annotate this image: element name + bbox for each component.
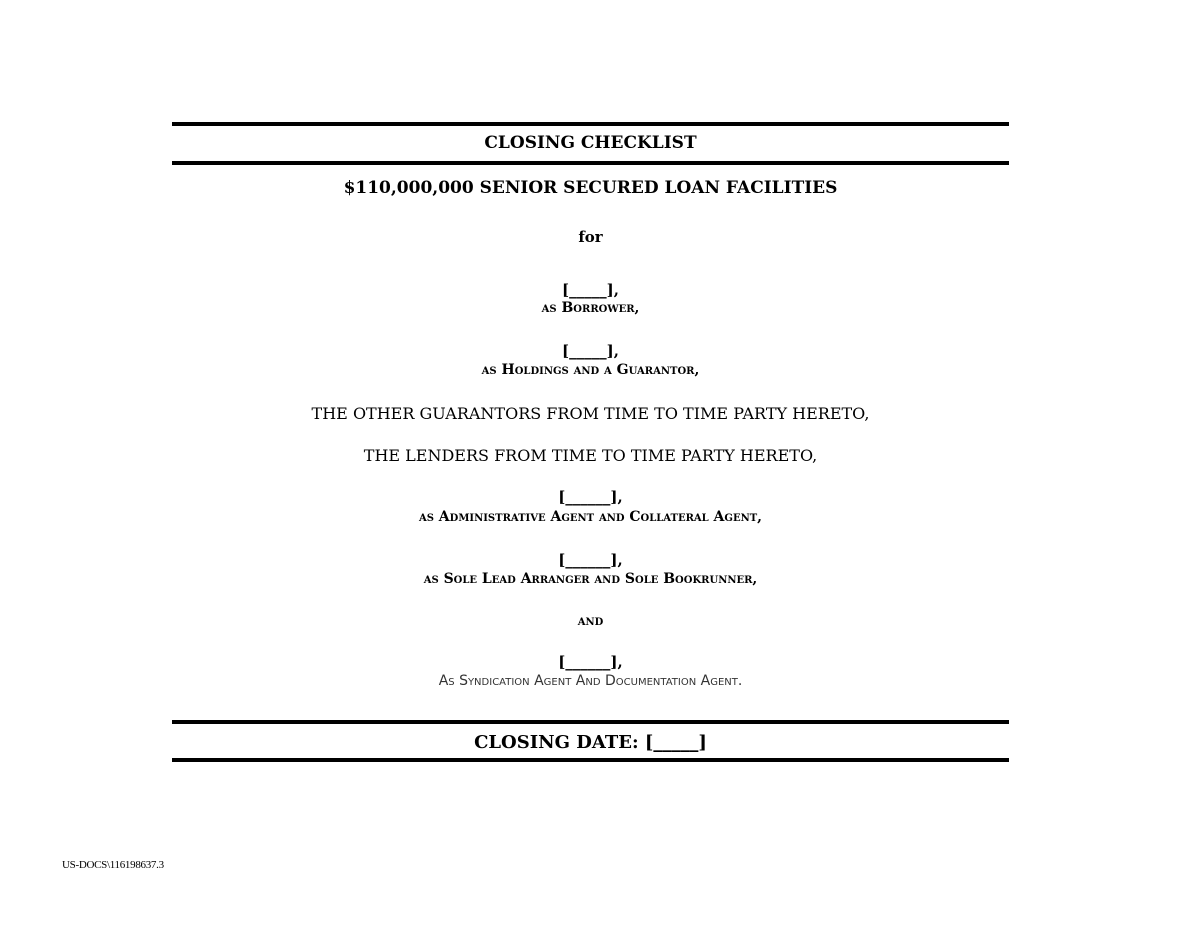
for-label: for bbox=[578, 228, 603, 246]
lead-arranger-blank: [______], bbox=[558, 551, 623, 569]
syndication-blank: [______], bbox=[558, 653, 623, 671]
borrower-role: as Borrower, bbox=[541, 300, 640, 316]
lenders: THE LENDERS FROM TIME TO TIME PARTY HERETO, bbox=[363, 446, 818, 465]
syndication-role: As Syndication Agent And Documentation Agent. bbox=[438, 673, 743, 689]
top-rule bbox=[172, 122, 1009, 126]
closing-date: CLOSING DATE: [_____] bbox=[474, 732, 707, 753]
and-label: and bbox=[577, 613, 604, 629]
other-guarantors: THE OTHER GUARANTORS FROM TIME TO TIME PARTY HERETO, bbox=[311, 404, 870, 423]
document-title: CLOSING CHECKLIST bbox=[484, 133, 697, 153]
closing-bottom-rule bbox=[172, 758, 1009, 762]
title-bottom-rule bbox=[172, 161, 1009, 165]
document-id-footer: US-DOCS\116198637.3 bbox=[62, 859, 164, 871]
holdings-role: as Holdings and a Guarantor, bbox=[481, 362, 700, 378]
holdings-blank: [_____], bbox=[562, 342, 619, 360]
lead-arranger-role: as Sole Lead Arranger and Sole Bookrunner, bbox=[423, 571, 758, 587]
borrower-blank: [_____], bbox=[562, 281, 619, 299]
admin-agent-role: as Administrative Agent and Collateral Agent, bbox=[418, 509, 763, 525]
admin-agent-blank: [______], bbox=[558, 488, 623, 506]
closing-top-rule bbox=[172, 720, 1009, 724]
facility-heading: $110,000,000 SENIOR SECURED LOAN FACILITIES bbox=[343, 178, 838, 198]
